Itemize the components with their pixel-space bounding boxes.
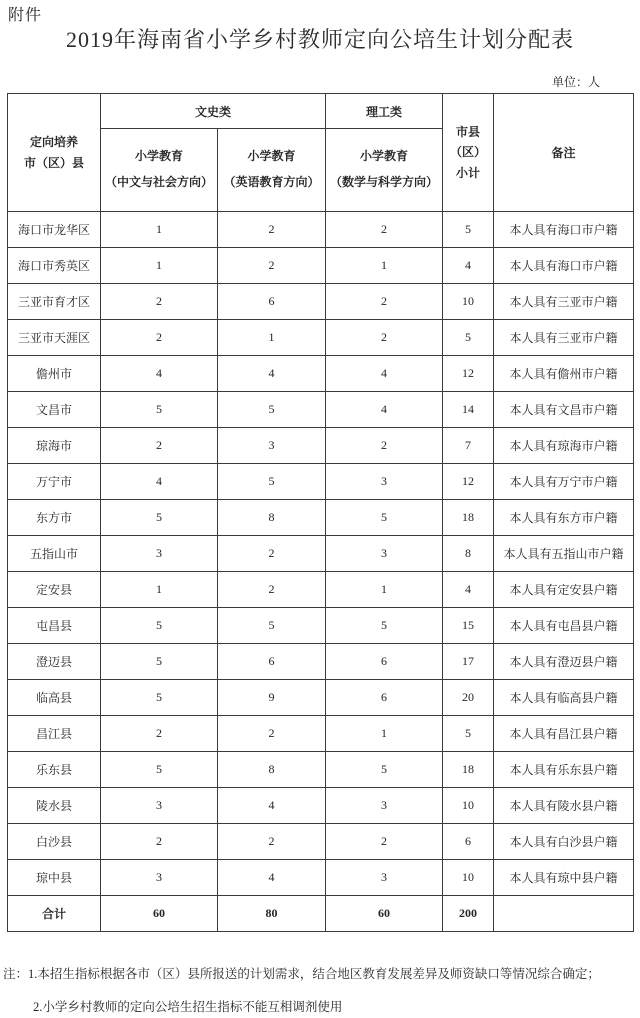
cell-english: 6 bbox=[218, 284, 326, 320]
table-row bbox=[8, 752, 634, 788]
cell-english: 2 bbox=[218, 248, 326, 284]
cell-chinese: 3 bbox=[101, 860, 218, 896]
total-english-cell: 80 bbox=[218, 896, 326, 932]
cell-remark: 本人具有万宁市户籍 bbox=[494, 464, 634, 500]
cell-chinese: 1 bbox=[101, 212, 218, 248]
cell-remark: 本人具有定安县户籍 bbox=[494, 572, 634, 608]
table-row bbox=[8, 248, 634, 284]
cell-region: 海口市龙华区 bbox=[8, 212, 101, 248]
table-row bbox=[8, 392, 634, 428]
table-row bbox=[8, 500, 634, 536]
header-region-column bbox=[8, 94, 101, 212]
header-english-major bbox=[218, 129, 326, 212]
cell-english: 5 bbox=[218, 392, 326, 428]
cell-subtotal: 5 bbox=[443, 320, 494, 356]
cell-remark: 本人具有临高县户籍 bbox=[494, 680, 634, 716]
total-math-cell: 60 bbox=[326, 896, 443, 932]
cell-chinese: 3 bbox=[101, 536, 218, 572]
cell-english: 8 bbox=[218, 500, 326, 536]
cell-math: 5 bbox=[326, 500, 443, 536]
cell-chinese: 1 bbox=[101, 248, 218, 284]
total-subtotal-cell: 200 bbox=[443, 896, 494, 932]
header-region-line1: 定向培养 bbox=[29, 135, 78, 150]
cell-subtotal: 10 bbox=[443, 860, 494, 896]
cell-subtotal: 5 bbox=[443, 212, 494, 248]
table-row bbox=[8, 284, 634, 320]
cell-math: 5 bbox=[326, 752, 443, 788]
cell-subtotal: 7 bbox=[443, 428, 494, 464]
cell-chinese: 2 bbox=[101, 320, 218, 356]
cell-english: 4 bbox=[218, 860, 326, 896]
cell-english: 4 bbox=[218, 356, 326, 392]
cell-remark: 本人具有儋州市户籍 bbox=[494, 356, 634, 392]
cell-subtotal: 15 bbox=[443, 608, 494, 644]
cell-chinese: 5 bbox=[101, 500, 218, 536]
cell-math: 2 bbox=[326, 320, 443, 356]
cell-math: 2 bbox=[326, 824, 443, 860]
cell-english: 3 bbox=[218, 428, 326, 464]
table-row bbox=[8, 680, 634, 716]
cell-math: 2 bbox=[326, 428, 443, 464]
cell-region: 三亚市育才区 bbox=[8, 284, 101, 320]
cell-remark: 本人具有白沙县户籍 bbox=[494, 824, 634, 860]
cell-math: 3 bbox=[326, 464, 443, 500]
cell-subtotal: 17 bbox=[443, 644, 494, 680]
cell-region: 乐东县 bbox=[8, 752, 101, 788]
cell-chinese: 2 bbox=[101, 428, 218, 464]
table-row bbox=[8, 212, 634, 248]
cell-chinese: 5 bbox=[101, 644, 218, 680]
cell-english: 2 bbox=[218, 212, 326, 248]
cell-english: 8 bbox=[218, 752, 326, 788]
cell-region: 琼中县 bbox=[8, 860, 101, 896]
cell-region: 三亚市天涯区 bbox=[8, 320, 101, 356]
attachment-label: 附件 bbox=[8, 7, 43, 24]
cell-subtotal: 5 bbox=[443, 716, 494, 752]
cell-remark: 本人具有琼海市户籍 bbox=[494, 428, 634, 464]
cell-chinese: 2 bbox=[101, 284, 218, 320]
cell-region: 澄迈县 bbox=[8, 644, 101, 680]
cell-math: 1 bbox=[326, 572, 443, 608]
cell-remark: 本人具有文昌市户籍 bbox=[494, 392, 634, 428]
table-row bbox=[8, 572, 634, 608]
cell-math: 4 bbox=[326, 356, 443, 392]
table-row bbox=[8, 824, 634, 860]
cell-subtotal: 18 bbox=[443, 752, 494, 788]
cell-chinese: 4 bbox=[101, 464, 218, 500]
header-subtotal-line1: 市县 bbox=[456, 124, 481, 139]
cell-region: 陵水县 bbox=[8, 788, 101, 824]
cell-math: 5 bbox=[326, 608, 443, 644]
total-remark-cell bbox=[494, 896, 634, 932]
header-math-major-line1: 小学教育 bbox=[360, 149, 409, 163]
total-label-cell: 合计 bbox=[8, 896, 101, 932]
cell-remark: 本人具有五指山市户籍 bbox=[494, 536, 634, 572]
cell-region: 定安县 bbox=[8, 572, 101, 608]
cell-region: 昌江县 bbox=[8, 716, 101, 752]
header-chinese-major-line2: （中文与社会方向） bbox=[105, 174, 214, 189]
cell-subtotal: 6 bbox=[443, 824, 494, 860]
header-math-major bbox=[326, 129, 443, 212]
cell-subtotal: 4 bbox=[443, 572, 494, 608]
table-row bbox=[8, 608, 634, 644]
header-chinese-major bbox=[101, 129, 218, 212]
cell-remark: 本人具有昌江县户籍 bbox=[494, 716, 634, 752]
table-row bbox=[8, 860, 634, 896]
cell-english: 2 bbox=[218, 824, 326, 860]
cell-region: 屯昌县 bbox=[8, 608, 101, 644]
allocation-table bbox=[7, 93, 634, 932]
page-title: 2019年海南省小学乡村教师定向公培生计划分配表 bbox=[65, 27, 574, 52]
cell-region: 白沙县 bbox=[8, 824, 101, 860]
cell-math: 4 bbox=[326, 392, 443, 428]
header-english-major-line1: 小学教育 bbox=[247, 149, 296, 163]
header-subtotal-line2: （区） bbox=[450, 145, 487, 160]
cell-english: 9 bbox=[218, 680, 326, 716]
cell-math: 2 bbox=[326, 212, 443, 248]
cell-chinese: 5 bbox=[101, 752, 218, 788]
cell-region: 五指山市 bbox=[8, 536, 101, 572]
cell-english: 1 bbox=[218, 320, 326, 356]
cell-subtotal: 12 bbox=[443, 464, 494, 500]
cell-subtotal: 10 bbox=[443, 284, 494, 320]
header-subtotal-line3: 小计 bbox=[456, 165, 481, 180]
cell-english: 5 bbox=[218, 608, 326, 644]
cell-remark: 本人具有琼中县户籍 bbox=[494, 860, 634, 896]
cell-chinese: 1 bbox=[101, 572, 218, 608]
cell-math: 1 bbox=[326, 716, 443, 752]
cell-remark: 本人具有海口市户籍 bbox=[494, 248, 634, 284]
cell-remark: 本人具有澄迈县户籍 bbox=[494, 644, 634, 680]
header-region-line2: 市（区）县 bbox=[23, 155, 84, 170]
table-row bbox=[8, 788, 634, 824]
cell-subtotal: 8 bbox=[443, 536, 494, 572]
cell-chinese: 2 bbox=[101, 716, 218, 752]
header-english-major-line2: （英语教育方向） bbox=[223, 174, 320, 189]
cell-remark: 本人具有三亚市户籍 bbox=[494, 320, 634, 356]
cell-remark: 本人具有陵水县户籍 bbox=[494, 788, 634, 824]
total-chinese-cell: 60 bbox=[101, 896, 218, 932]
cell-subtotal: 18 bbox=[443, 500, 494, 536]
footnotes bbox=[3, 966, 637, 1016]
cell-english: 5 bbox=[218, 464, 326, 500]
cell-english: 4 bbox=[218, 788, 326, 824]
cell-subtotal: 4 bbox=[443, 248, 494, 284]
cell-remark: 本人具有东方市户籍 bbox=[494, 500, 634, 536]
note-2: 2.小学乡村教师的定向公培生招生指标不能互相调剂使用 bbox=[33, 1000, 343, 1015]
cell-math: 3 bbox=[326, 536, 443, 572]
unit-label: 单位：人 bbox=[551, 75, 600, 89]
cell-chinese: 2 bbox=[101, 824, 218, 860]
cell-subtotal: 20 bbox=[443, 680, 494, 716]
cell-math: 2 bbox=[326, 284, 443, 320]
cell-chinese: 5 bbox=[101, 392, 218, 428]
table-row bbox=[8, 320, 634, 356]
cell-remark: 本人具有三亚市户籍 bbox=[494, 284, 634, 320]
cell-math: 6 bbox=[326, 680, 443, 716]
table-row bbox=[8, 716, 634, 752]
cell-chinese: 5 bbox=[101, 680, 218, 716]
cell-math: 1 bbox=[326, 248, 443, 284]
header-remark-column: 备注 bbox=[494, 94, 634, 212]
cell-subtotal: 10 bbox=[443, 788, 494, 824]
header-group-liberal-arts: 文史类 bbox=[101, 94, 326, 129]
cell-subtotal: 14 bbox=[443, 392, 494, 428]
cell-remark: 本人具有乐东县户籍 bbox=[494, 752, 634, 788]
cell-region: 文昌市 bbox=[8, 392, 101, 428]
note-1: 注：1.本招生指标根据各市（区）县所报送的计划需求，结合地区教育发展差异及师资缺口等情况综合确定； bbox=[3, 967, 600, 981]
cell-math: 3 bbox=[326, 788, 443, 824]
cell-english: 2 bbox=[218, 572, 326, 608]
header-chinese-major-line1: 小学教育 bbox=[134, 149, 183, 163]
cell-region: 临高县 bbox=[8, 680, 101, 716]
cell-english: 2 bbox=[218, 536, 326, 572]
table-row bbox=[8, 464, 634, 500]
cell-subtotal: 12 bbox=[443, 356, 494, 392]
cell-chinese: 4 bbox=[101, 356, 218, 392]
cell-remark: 本人具有海口市户籍 bbox=[494, 212, 634, 248]
header-subtotal-column bbox=[443, 94, 494, 212]
cell-chinese: 5 bbox=[101, 608, 218, 644]
header-group-science: 理工类 bbox=[326, 94, 443, 129]
cell-remark: 本人具有屯昌县户籍 bbox=[494, 608, 634, 644]
table-row bbox=[8, 644, 634, 680]
cell-english: 6 bbox=[218, 644, 326, 680]
cell-chinese: 3 bbox=[101, 788, 218, 824]
cell-region: 东方市 bbox=[8, 500, 101, 536]
table-row bbox=[8, 356, 634, 392]
cell-region: 儋州市 bbox=[8, 356, 101, 392]
cell-region: 万宁市 bbox=[8, 464, 101, 500]
table-total-row bbox=[8, 896, 634, 932]
table-row bbox=[8, 536, 634, 572]
cell-region: 琼海市 bbox=[8, 428, 101, 464]
cell-region: 海口市秀英区 bbox=[8, 248, 101, 284]
cell-math: 6 bbox=[326, 644, 443, 680]
table-row bbox=[8, 428, 634, 464]
cell-math: 3 bbox=[326, 860, 443, 896]
header-math-major-line2: （数学与科学方向） bbox=[330, 174, 439, 189]
cell-english: 2 bbox=[218, 716, 326, 752]
